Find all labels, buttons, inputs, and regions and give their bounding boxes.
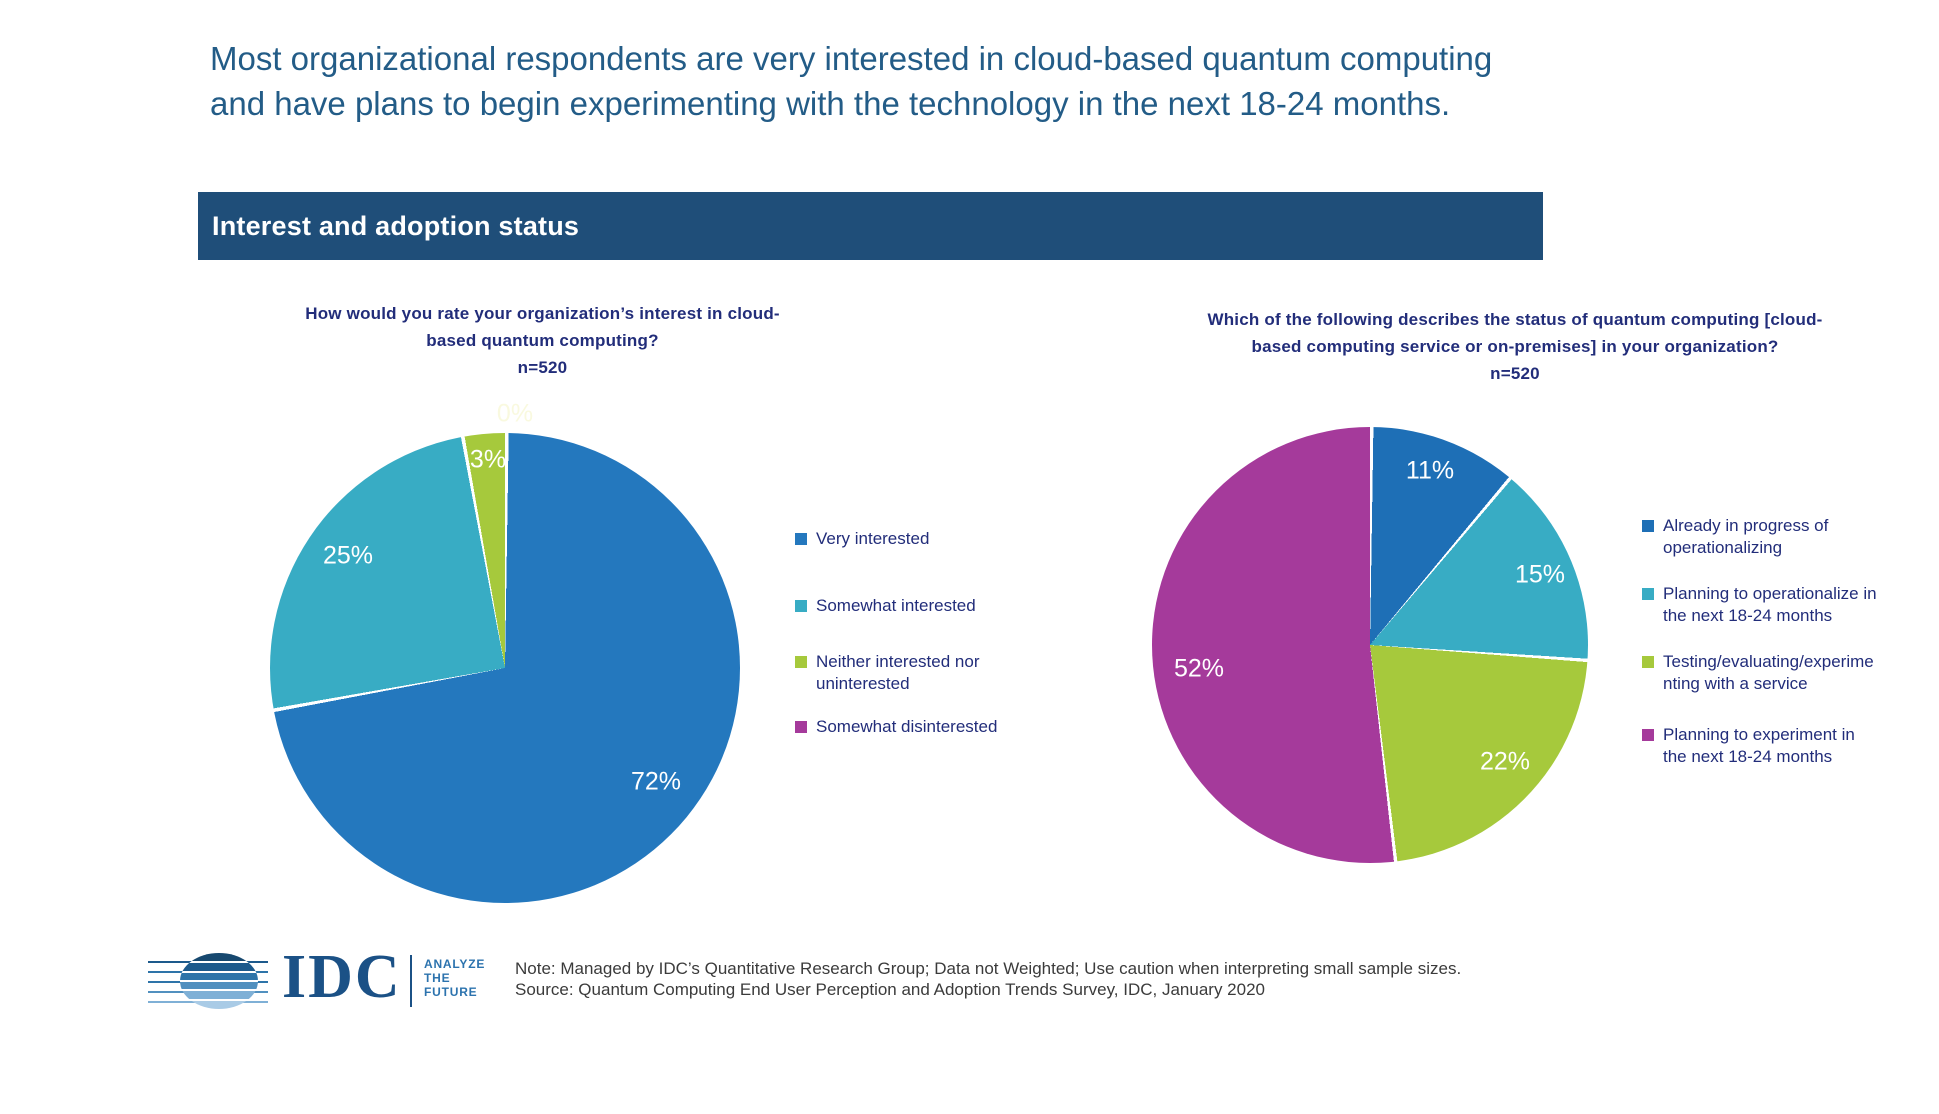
- idc-tagline: ANALYZE THE FUTURE: [424, 957, 486, 999]
- idc-globe-icon: [148, 953, 268, 1009]
- legend-swatch-icon: [795, 721, 807, 733]
- page-title-line2: and have plans to begin experimenting with the technology in the next 18-24 months.: [210, 85, 1451, 122]
- left-pie-disc: [270, 433, 740, 903]
- footnote-source-line: Source: Quantum Computing End User Perception and Adoption Trends Survey, IDC, January 2020: [515, 980, 1265, 999]
- legend-swatch-icon: [795, 656, 807, 668]
- left-pie-label-neither: 3%: [469, 445, 507, 474]
- left-pie-chart: [270, 399, 740, 903]
- legend-item-planning-operationalize: Planning to operationalize in the next 18-24 months: [1642, 583, 1877, 627]
- legend-item-planning-experiment: Planning to experiment in the next 18-24 months: [1642, 724, 1877, 768]
- left-chart-sample-size: n=520: [517, 358, 568, 377]
- right-pie-label-planning-operationalize: 15%: [1514, 560, 1566, 589]
- legend-swatch-icon: [1642, 588, 1654, 600]
- logo-separator: [410, 955, 412, 1007]
- legend-item-testing-evaluating: Testing/evaluating/experimenting with a service: [1642, 651, 1877, 695]
- right-pie-label-planning-experiment: 52%: [1173, 654, 1225, 683]
- right-legend: [1642, 515, 1877, 768]
- right-pie-chart: [1152, 427, 1588, 863]
- right-chart-sample-size: n=520: [1490, 364, 1540, 383]
- legend-item-somewhat-disinterested: Somewhat disinterested: [795, 716, 1025, 738]
- right-chart-question: Which of the following describes the status of quantum computing [cloud-based computing service or on-premises] in your organization?: [1207, 310, 1823, 356]
- left-pie-label-somewhat-disinterested: 0%: [496, 399, 534, 428]
- left-pie-label-very-interested: 72%: [630, 767, 682, 796]
- left-chart-title: [285, 300, 800, 381]
- section-header-title: Interest and adoption status: [212, 210, 580, 241]
- legend-item-neither: Neither interested nor uninterested: [795, 651, 1025, 695]
- legend-swatch-icon: [1642, 520, 1654, 532]
- left-chart-question: How would you rate your organization’s interest in cloud-based quantum computing?: [305, 304, 780, 350]
- footnote-note-line: Note: Managed by IDC’s Quantitative Research Group; Data not Weighted; Use caution when interpreting small sample sizes.: [515, 959, 1462, 978]
- legend-swatch-icon: [795, 533, 807, 545]
- right-pie-disc: [1152, 427, 1588, 863]
- right-pie-label-testing: 22%: [1479, 747, 1531, 776]
- footnote: [515, 958, 1615, 1000]
- page-title: [210, 36, 1630, 126]
- idc-logo-text: IDC: [282, 943, 402, 1011]
- idc-logo: [148, 943, 508, 1014]
- legend-item-already-in-progress: Already in progress of operationalizing: [1642, 515, 1877, 559]
- page-title-line1: Most organizational respondents are very interested in cloud-based quantum computing: [210, 40, 1493, 77]
- legend-swatch-icon: [795, 600, 807, 612]
- legend-swatch-icon: [1642, 656, 1654, 668]
- section-header-bar: [198, 192, 1543, 260]
- legend-swatch-icon: [1642, 729, 1654, 741]
- left-legend: [795, 528, 1025, 738]
- legend-item-somewhat-interested: Somewhat interested: [795, 595, 1025, 617]
- legend-item-very-interested: Very interested: [795, 528, 1025, 550]
- right-chart-title: [1185, 306, 1845, 387]
- right-pie-label-already: 11%: [1405, 456, 1455, 485]
- left-pie-label-somewhat-interested: 25%: [322, 541, 374, 570]
